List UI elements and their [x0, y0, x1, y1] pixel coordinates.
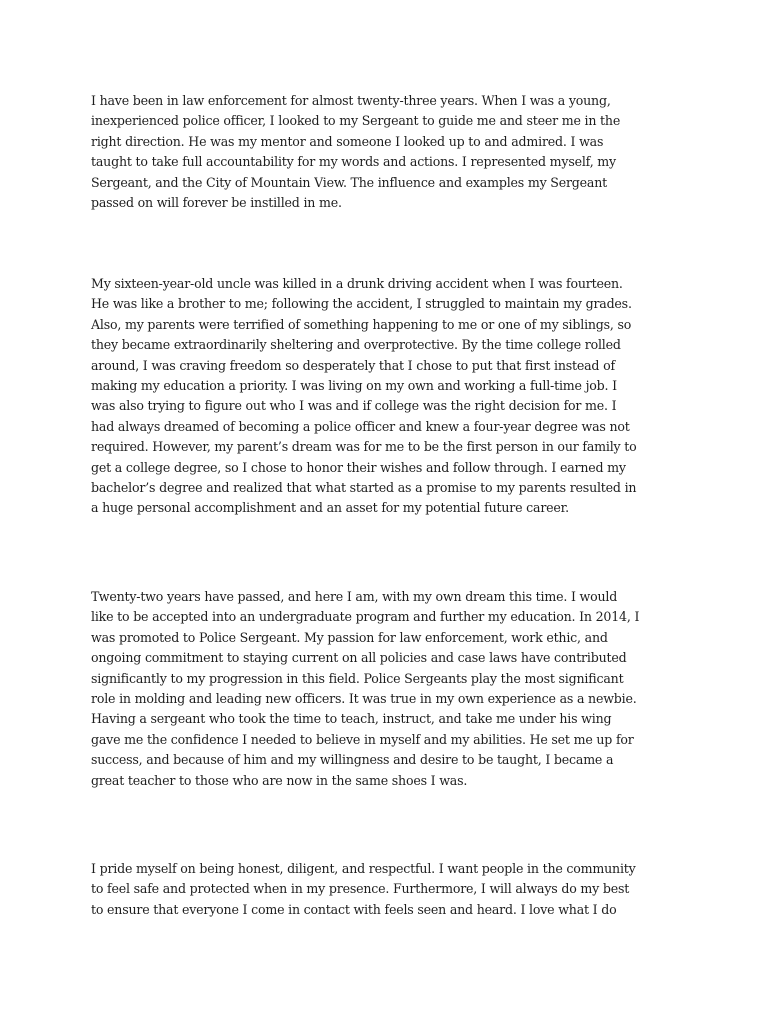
paragraph-3 — [91, 587, 691, 791]
text-line: ongoing commitment to staying current on all policies and case laws have contributed — [91, 650, 627, 666]
paragraph-1 — [91, 91, 691, 213]
text-line: like to be accepted into an undergraduate program and further my education. In 2014, I — [91, 609, 640, 625]
text-line: I pride myself on being honest, diligent, and respectful. I want people in the community — [91, 861, 636, 876]
text-line: a huge personal accomplishment and an asset for my potential future career. — [91, 500, 569, 516]
text-line: Also, my parents were terrified of something happening to me or one of my siblings, so — [91, 316, 632, 332]
text-line: I have been in law enforcement for almost twenty-three years. When I was a young, — [91, 93, 611, 108]
text-line: had always dreamed of becoming a police officer and knew a four-year degree was not — [91, 418, 630, 434]
text-line: gave me the confidence I needed to believe in myself and my abilities. He set me up for — [91, 731, 634, 747]
text-line: My sixteen-year-old uncle was killed in a drunk driving accident when I was fourteen. — [91, 276, 623, 291]
text-line: inexperienced police officer, I looked to my Sergeant to guide me and steer me in the — [91, 113, 621, 129]
text-line: success, and because of him and my willingness and desire to be taught, I became a — [91, 752, 614, 768]
text-line: required. However, my parent’s dream was for me to be the first person in our family to — [91, 439, 637, 455]
text-line: bachelor’s degree and realized that what started as a promise to my parents resulted in — [91, 480, 637, 496]
text-line: significantly to my progression in this field. Police Sergeants play the most significant — [91, 670, 624, 686]
text-line: Having a sergeant who took the time to teach, instruct, and take me under his wing — [91, 711, 612, 727]
text-line: making my education a priority. I was living on my own and working a full-time job. I — [91, 378, 617, 394]
text-line: to feel safe and protected when in my presence. Furthermore, I will always do my best — [91, 881, 630, 897]
text-line: around, I was craving freedom so desperately that I chose to put that first instead of — [91, 357, 615, 373]
paragraph-4 — [91, 859, 691, 920]
text-line: they became extraordinarily sheltering and overprotective. By the time college rolled — [91, 337, 621, 353]
text-line: right direction. He was my mentor and someone I looked up to and admired. I was — [91, 133, 604, 149]
text-line: Twenty-two years have passed, and here I am, with my own dream this time. I would — [91, 589, 618, 604]
text-line: Sergeant, and the City of Mountain View. The influence and examples my Sergeant — [91, 174, 607, 190]
text-line: was also trying to figure out who I was and if college was the right decision for me. I — [91, 398, 617, 414]
text-line: to ensure that everyone I come in contact with feels seen and heard. I love what I do — [91, 901, 617, 917]
text-line: get a college degree, so I chose to honor their wishes and follow through. I earned my — [91, 459, 626, 475]
text-line: great teacher to those who are now in the same shoes I was. — [91, 772, 468, 788]
text-line: taught to take full accountability for my words and actions. I represented myself, my — [91, 154, 616, 170]
paragraph-2 — [91, 274, 691, 519]
text-line: was promoted to Police Sergeant. My passion for law enforcement, work ethic, and — [91, 629, 608, 645]
text-line: passed on will forever be instilled in me. — [91, 195, 342, 211]
text-line: role in molding and leading new officers. It was true in my own experience as a newbie. — [91, 691, 637, 707]
text-line: He was like a brother to me; following the accident, I struggled to maintain my grades. — [91, 296, 632, 312]
